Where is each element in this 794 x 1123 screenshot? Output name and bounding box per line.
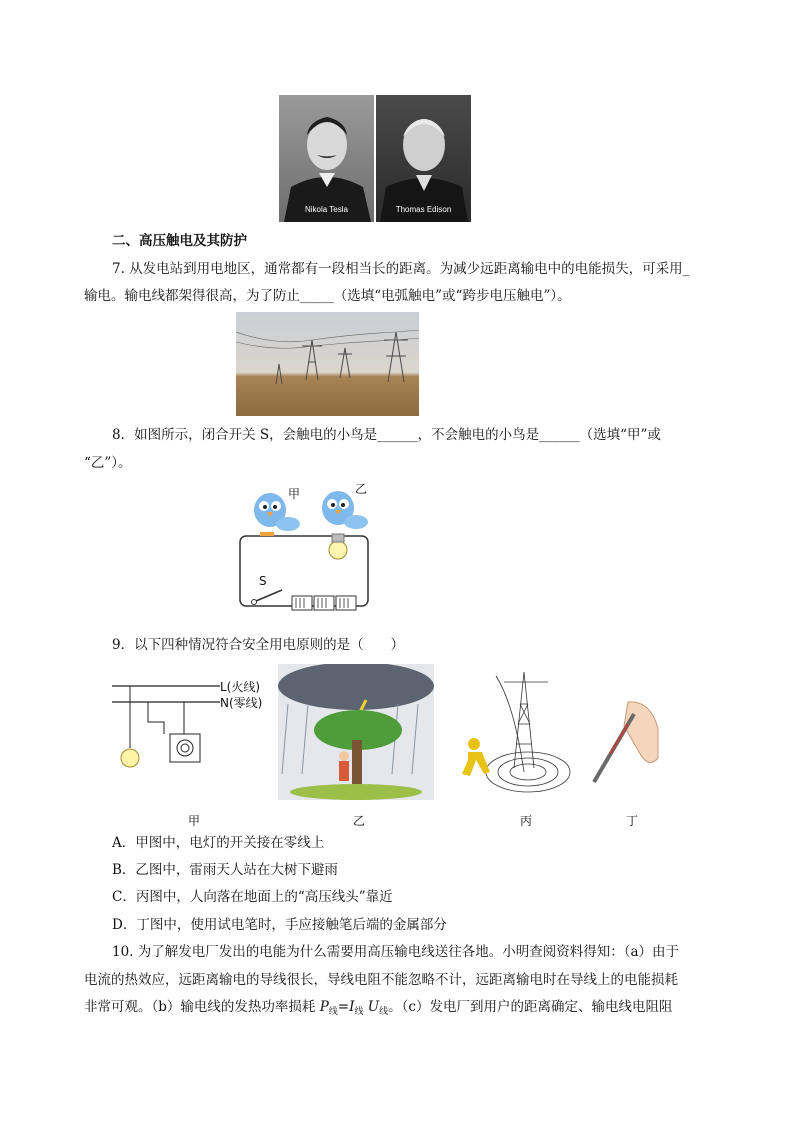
- switch-icon: [252, 590, 283, 605]
- power-lines-photo: [236, 312, 419, 416]
- wire-neutral-label: N(零线): [220, 696, 263, 710]
- tesla-caption: Nikola Tesla: [305, 205, 348, 214]
- switch-label: S: [259, 574, 267, 588]
- q9-stem: 9．以下四种情况符合安全用电原则的是（ ）: [112, 637, 405, 653]
- fig-label-ding: 丁: [626, 814, 639, 828]
- q9-option-b: B．乙图中，雷雨天人站在大树下避雨: [112, 862, 338, 878]
- bird-left-label: 甲: [288, 487, 301, 501]
- section-heading: 二、高压触电及其防护: [112, 233, 247, 249]
- q7-line1: 7. 从发电站到用电地区，通常都有一段相当长的距离。为减少远距离输电中的电能损失，可采用_: [112, 261, 690, 277]
- q9-option-c: C．丙图中，人向落在地面上的“高压线头”靠近: [112, 889, 393, 905]
- fig-label-jia: 甲: [188, 814, 201, 828]
- bird-circuit-diagram: [236, 484, 376, 614]
- fig-jia-wiring: [108, 678, 228, 778]
- q9-option-d: D．丁图中，使用试电笔时，手应接触笔后端的金属部分: [112, 917, 447, 933]
- bulb-icon: [329, 534, 347, 559]
- fig-bing-fallen-wire: [456, 664, 574, 800]
- fig-yi-storm-tree: [278, 664, 434, 800]
- fig-ding-test-pen: [588, 698, 664, 788]
- edison-photo: [376, 95, 471, 222]
- bird-right-label: 乙: [355, 482, 368, 496]
- q10-line1: 10. 为了解发电厂发出的电能为什么需要用高压输电线送往各地。小明查阅资料得知：（a）由于: [112, 944, 680, 960]
- fig-label-yi: 乙: [353, 814, 366, 828]
- battery-icon: [292, 596, 356, 610]
- q7-line2: 输电。输电线都架得很高，为了防止_____（选填“电弧触电”或“跨步电压触电”）。: [84, 288, 571, 304]
- wire-live-label: L(火线): [220, 680, 261, 694]
- q10-line2: 电流的热效应，远距离输电的导线很长，导线电阻不能忽略不计，远距离输电时在导线上的电能损耗: [84, 972, 678, 988]
- q8-line2: “乙”）。: [84, 455, 132, 471]
- fig-label-bing: 丙: [520, 814, 533, 828]
- q9-option-a: A．甲图中，电灯的开关接在零线上: [112, 835, 325, 851]
- q10-line3: 非常可观。（b）输电线的发热功率损耗 $P_线=I_线$ $U_线$。（c）发电厂到用户的距离确定、输电线电阻阻: [84, 999, 673, 1017]
- q8-line1: 8．如图所示，闭合开关 S，会触电的小鸟是______，不会触电的小鸟是______（选填“甲”或: [112, 427, 661, 443]
- edison-caption: Thomas Edison: [395, 205, 452, 214]
- tesla-photo: [279, 95, 374, 222]
